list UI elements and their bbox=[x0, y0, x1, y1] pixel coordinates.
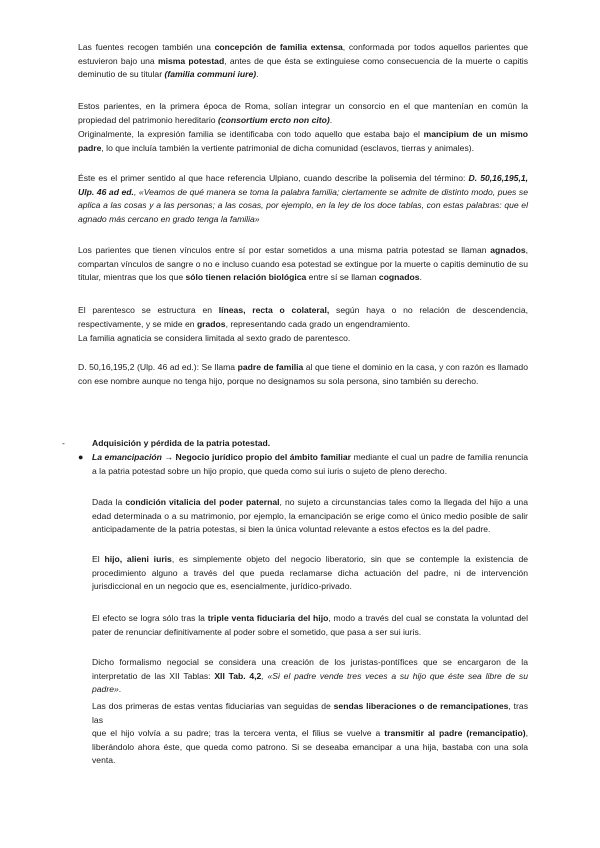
text: Las fuentes recogen también una bbox=[78, 42, 215, 52]
text: Los parientes que tienen vínculos entre sí por estar sometidos a una misma patria potestad se llaman bbox=[78, 245, 491, 255]
text: . bbox=[329, 114, 333, 125]
text: , antes de que ésta se extinguiese como consecuencia de la muerte o capitis deminutio de su titular bbox=[78, 55, 529, 80]
text: , lo que incluía también la vertiente patrimonial de dicha comunidad (esclavos, tierras y animales). bbox=[101, 142, 474, 153]
bold-text: concepción de familia extensa bbox=[214, 42, 343, 52]
bold-italic-citation: D. 50,16,195,1, Ulp. 46 ad ed. bbox=[78, 173, 528, 197]
list-item-text bbox=[92, 451, 528, 478]
bold-italic-text: (consortium ercto non cito) bbox=[217, 114, 330, 125]
paragraph-familia-extensa bbox=[78, 41, 528, 82]
bold-italic-text: (familia communi iure) bbox=[164, 69, 257, 80]
text: , no sujeto a circunstancias tales como la llegada del hijo a una edad determinada o a su matrimonio, por ejemplo, la emancipación se erige como el único medio posible de salir anticipadamente de la patria potestas, si bien la única voluntad relevante a estos efectos es la del padre. bbox=[92, 497, 528, 535]
text: según haya o no relación de descendencia, respectivamente, y se mide en bbox=[78, 305, 528, 329]
text: entre sí se llaman bbox=[306, 272, 379, 283]
bold-text: cognados bbox=[378, 272, 420, 283]
bold-text: triple venta fiduciaria del hijo bbox=[207, 613, 329, 623]
bullet-icon: ● bbox=[78, 452, 84, 462]
paragraph-triple-venta bbox=[92, 612, 528, 639]
text: . bbox=[256, 69, 259, 80]
text: La familia agnaticia se considera limitada al sexto grado de parentesco. bbox=[78, 333, 351, 343]
text: . bbox=[118, 684, 122, 695]
paragraph-ulpiano bbox=[78, 172, 528, 226]
text: , liberándolo ahora éste, que queda como patrono. Si se deseaba emancipar a una hija, bastaba con una sola venta. bbox=[92, 728, 528, 766]
bold-text: transmitir al padre (remancipatio) bbox=[384, 728, 526, 739]
text: . bbox=[419, 272, 422, 283]
text: Dada la bbox=[92, 497, 126, 507]
text-line bbox=[92, 700, 528, 727]
bold-text: mancipium de un mismo padre bbox=[78, 129, 528, 153]
arrow-icon: → bbox=[161, 452, 176, 462]
paragraph-formalismo bbox=[92, 656, 528, 697]
bold-text: líneas, recta o colateral, bbox=[218, 305, 330, 315]
paragraph-agnados bbox=[78, 244, 528, 285]
text: D. 50,16,195,2 (Ulp. 46 ad ed.): Se llama bbox=[78, 362, 238, 372]
italic-quote: , «Veamos de qué manera se toma la palabra familia; ciertamente se admite de distinto modo, pues se aplica a las cosas y a las personas; a las cosas, por ejemplo, en la ley de los doce tablas, con estas palabras: que el agnado más cercano en grado tenga la familia» bbox=[78, 186, 528, 224]
text-line bbox=[92, 727, 528, 768]
bold-text: grados bbox=[196, 318, 226, 329]
bold-text: agnados bbox=[490, 245, 526, 255]
paragraph-hijo-alieni-iuris bbox=[92, 553, 528, 594]
text: , compartan vínculos de sangre o no e incluso cuando esa potestad se extingue por la muerte o capitis deminutio de su titular, mientras que los que bbox=[78, 245, 528, 283]
text: El efecto se logra sólo tras la bbox=[92, 613, 208, 623]
paragraph-mancipium bbox=[78, 128, 528, 155]
bold-text: condición vitalicia del poder paternal bbox=[125, 497, 280, 507]
paragraph-condicion-vitalicia bbox=[92, 496, 528, 537]
bold-text: misma potestad bbox=[157, 55, 225, 66]
text: , modo a través del cual se constata la voluntad del pater de renunciar definitivamente al poder sobre el sometido, que pasa a ser sui iuris. bbox=[92, 613, 528, 637]
bold-text: Negocio jurídico propio del ámbito familiar bbox=[175, 452, 352, 462]
text: mediante el cual un padre de familia renuncia a la patria potestad sobre un hijo propio, que queda como sui iuris o sujeto de pleno derecho. bbox=[92, 452, 528, 476]
bold-text: padre de familia bbox=[237, 362, 304, 372]
text: , representando cada grado un engendramiento. bbox=[225, 318, 411, 329]
bold-text: sendas liberaciones o de remancipationes bbox=[333, 701, 509, 711]
paragraph-parentesco bbox=[78, 304, 528, 331]
italic-quote: , «Si el padre vende tres veces a su hijo que éste sea libre de su padre» bbox=[92, 670, 528, 695]
text: El bbox=[92, 554, 105, 564]
text: Las dos primeras de estas ventas fiduciarias van seguidas de bbox=[92, 701, 334, 711]
bold-text: sólo tienen relación biológica bbox=[185, 272, 307, 283]
section-title: Adquisición y pérdida de la patria potestad. bbox=[92, 438, 271, 448]
text: , es simplemente objeto del negocio liberatorio, sin que se contemple la existencia de procedimiento alguno a través del que pueda reclamarse dicha actuación del padre, ni de intervención jurisdiccional en un negocio que es, esencialmente, jurídico-privado. bbox=[92, 554, 529, 592]
paragraph-consortium bbox=[78, 100, 528, 127]
text: al que tiene el dominio en la casa, y con razón es llamado con ese nombre aunque no tenga hijo, porque no designamos su sola persona, sino también su derecho. bbox=[78, 362, 528, 386]
bold-italic-text: La emancipación bbox=[92, 452, 162, 462]
bold-text: hijo, alieni iuris bbox=[104, 554, 172, 564]
text: , tras las bbox=[92, 701, 528, 725]
paragraph-remancipationes bbox=[92, 700, 528, 768]
text: Éste es el primer sentido al que hace referencia Ulpiano, cuando describe la polisemia del término: bbox=[78, 173, 469, 183]
bold-text: XII Tab. 4,2 bbox=[214, 670, 262, 681]
paragraph-padre-de-familia bbox=[78, 361, 528, 388]
text: Originalmente, la expresión familia se identificaba con todo aquello que estaba bajo el bbox=[78, 129, 424, 139]
text: El parentesco se estructura en bbox=[78, 305, 219, 315]
text: , conformada por todos aquellos parientes que estuvieron bajo una bbox=[78, 42, 528, 66]
text: Estos parientes, en la primera época de Roma, solían integrar un consorcio en el que mantenían en común la propiedad del patrimonio hereditario bbox=[78, 101, 528, 125]
dash-bullet: - bbox=[62, 438, 65, 448]
text: que el hijo volvía a su padre; tras la tercera venta, el filius se vuelve a bbox=[92, 728, 385, 739]
paragraph-familia-agnaticia bbox=[78, 332, 528, 346]
text: Dicho formalismo negocial se considera una creación de los juristas-pontífices que se encargaron de la interpretatio de las XII Tablas: bbox=[92, 657, 528, 681]
